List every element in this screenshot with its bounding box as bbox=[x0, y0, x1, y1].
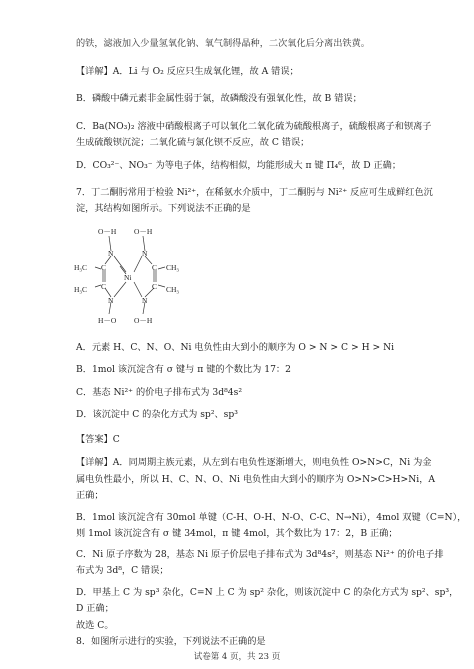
c-lower-left-label: C bbox=[101, 282, 107, 291]
molecule-diagram bbox=[70, 226, 200, 328]
explanation-line-3: 正确； bbox=[76, 490, 104, 501]
explanation-line-4: B．1mol 该沉淀含有 30mol 单键（C-H、O-H、N-O、C-C、N→Ni），4mol 双键（C=N）， bbox=[76, 512, 467, 523]
explanation-line-8: D．甲基上 C 为 sp³ 杂化，C=N 上 C 为 sp² 杂化，则该沉淀中 C 的杂化方式为 sp²、sp³， bbox=[76, 587, 459, 598]
n-top-right-label: N bbox=[142, 249, 148, 258]
n-bottom-right-label: N bbox=[142, 296, 148, 305]
n-bottom-left-label: N bbox=[108, 296, 114, 305]
option-b: B．1mol 该沉淀含有 σ 键与 π 键的个数比为 17：2 bbox=[76, 364, 291, 375]
text-line-5: 生成硫酸钡沉淀；二氧化硫与氯化钡不反应，故 C 错误； bbox=[76, 137, 310, 148]
option-d: D．该沉淀中 C 的杂化方式为 sp²、sp³ bbox=[76, 409, 238, 420]
n-top-left-label: N bbox=[108, 249, 114, 258]
c-lower-right-label: C bbox=[152, 282, 158, 291]
ni-label: Ni bbox=[124, 273, 132, 282]
c-upper-right-label: C bbox=[152, 263, 158, 272]
explanation-line-6: C．Ni 原子序数为 28，基态 Ni 原子价层电子排布式为 3d⁸4s²，则基态 Ni²⁺ 的价电子排 bbox=[76, 549, 444, 560]
nickel-dimethylglyoxime-structure bbox=[70, 226, 200, 328]
question-7-line-1: 7．丁二酮肟常用于检验 Ni²⁺，在稀氨水介质中，丁二酮肟与 Ni²⁺ 反应可生成鲜红色沉 bbox=[76, 187, 433, 198]
ch3-lower-left-label: H₃C bbox=[74, 285, 88, 294]
explanation-line-2: 属电负性最小，所以 H、C、N、O、Ni 电负性由大到小的顺序为 O>N>C>H>Ni，A bbox=[76, 474, 436, 485]
explanation-line-7: 布式为 3d⁸，C 错误； bbox=[76, 565, 169, 576]
explanation-line-10: 故选 C。 bbox=[76, 620, 114, 631]
oh-top-left-label: O－H bbox=[98, 227, 117, 236]
c-upper-left-label: C bbox=[101, 263, 107, 272]
option-a: A．元素 H、C、N、O、Ni 电负性由大到小的顺序为 O > N > C > H > Ni bbox=[76, 342, 395, 353]
explanation-line-1: 【详解】A．同周期主族元素，从左到右电负性逐渐增大，则电负性 O>N>C，Ni 为金 bbox=[76, 457, 432, 468]
ch3-lower-right-label: CH₃ bbox=[166, 285, 180, 294]
ch3-upper-left-label: H₃C bbox=[74, 263, 88, 272]
answer-label: 【答案】C bbox=[76, 434, 120, 445]
ho-bottom-right-label: O－H bbox=[134, 316, 153, 325]
question-8: 8．如图所示进行的实验，下列说法不正确的是 bbox=[76, 636, 266, 647]
page-footer: 试卷第 4 页，共 23 页 bbox=[193, 652, 281, 662]
text-line-6: D．CO₃²⁻、NO₃⁻ 为等电子体，结构相似，均能形成大 π 键 Π₄⁶，故 D 正确； bbox=[76, 160, 402, 171]
ho-bottom-left-label: H－O bbox=[98, 316, 117, 325]
question-7-line-2: 淀，其结构如图所示。下列说法不正确的是 bbox=[76, 203, 251, 214]
oh-top-right-label: O－H bbox=[134, 227, 153, 236]
option-c: C．基态 Ni²⁺ 的价电子排布式为 3d⁸4s² bbox=[76, 387, 243, 398]
text-line-3: B．磷酸中磷元素非金属性弱于氯，故磷酸没有强氧化性，故 B 错误； bbox=[76, 93, 362, 104]
ch3-upper-right-label: CH₃ bbox=[166, 263, 180, 272]
text-line-4: C．Ba(NO₃)₂ 溶液中硝酸根离子可以氧化二氧化硫为硫酸根离子，硫酸根离子和钡离子 bbox=[76, 121, 432, 132]
text-line-1: 的铁，滤液加入少量氢氧化钠、氧气制得晶种，二次氧化后分离出铁黄。 bbox=[76, 38, 370, 49]
explanation-line-9: D 正确； bbox=[76, 603, 114, 614]
explanation-line-5: 则 1mol 该沉淀含有 σ 键 34mol，π 键 4mol，其个数比为 17：2，B 正确； bbox=[76, 528, 398, 539]
text-line-2: 【详解】A．Li 与 O₂ 反应只生成氧化锂，故 A 错误； bbox=[76, 66, 299, 77]
